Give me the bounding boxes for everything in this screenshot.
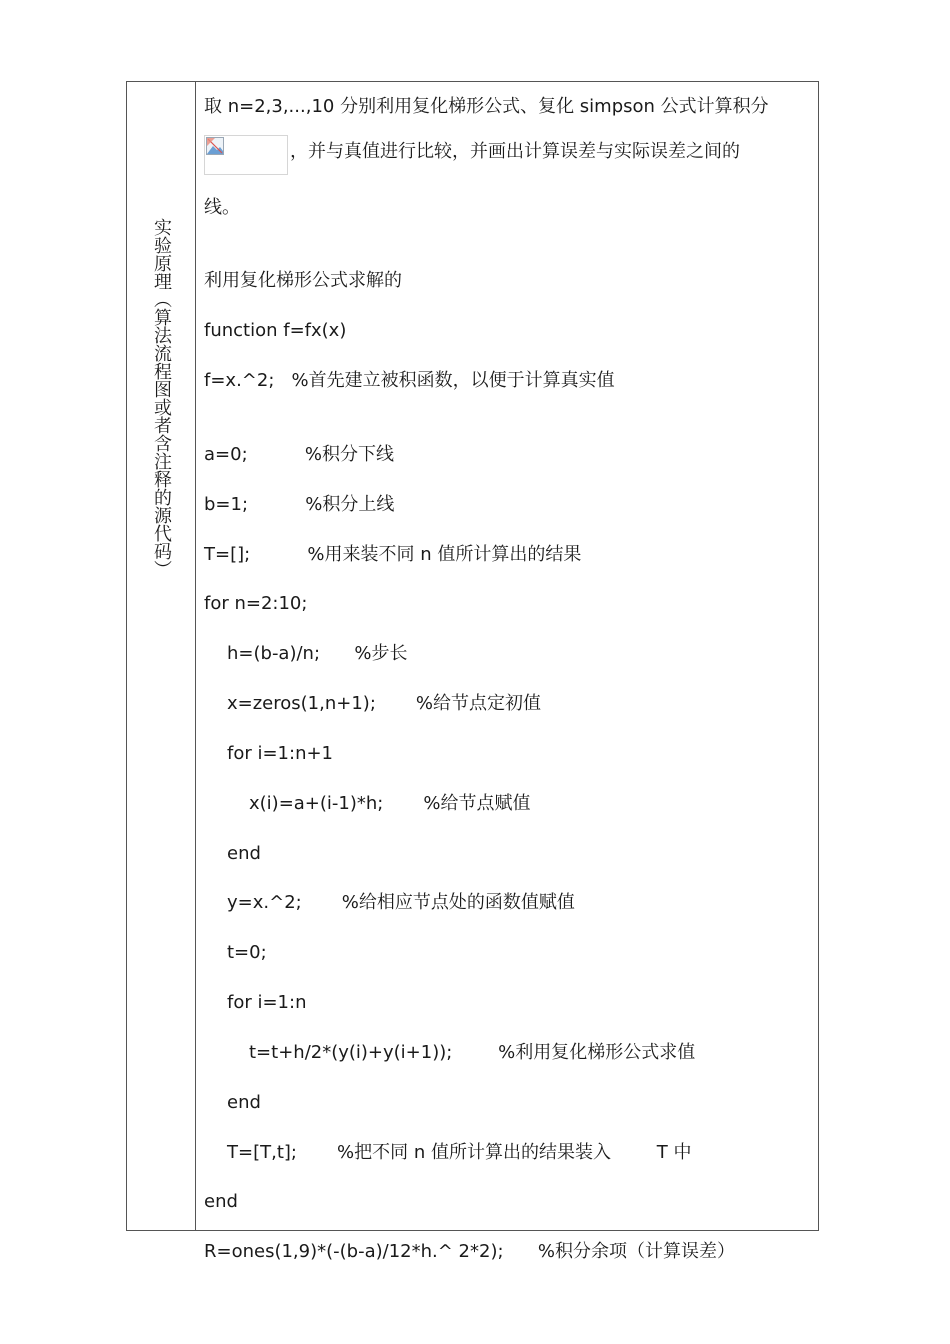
code-line-outside-table: R=ones(1,9)*(-(b-a)/12*h.^ 2*2); %积分余项（计算误差） <box>204 1241 735 1262</box>
code-line: t=t+h/2*(y(i)+y(i+1)); %利用复化梯形公式求值 <box>249 1042 696 1063</box>
task-description-line-1: 取 n=2,3,...,10 分别利用复化梯形公式、复化 simpson 公式计算积分 <box>204 96 769 117</box>
code-line: x(i)=a+(i-1)*h; %给节点赋值 <box>249 793 531 814</box>
code-line: y=x.^2; %给相应节点处的函数值赋值 <box>227 892 575 913</box>
code-line: x=zeros(1,n+1); %给节点定初值 <box>227 693 542 714</box>
code-line: for i=1:n+1 <box>227 743 334 764</box>
code-line: b=1; %积分上线 <box>204 494 395 515</box>
code-line: T=[]; %用来装不同 n 值所计算出的结果 <box>204 544 582 565</box>
code-heading: 利用复化梯形公式求解的 <box>204 270 402 291</box>
task-description-line-3: 线。 <box>204 197 240 218</box>
code-line: h=(b-a)/n; %步长 <box>227 643 408 664</box>
broken-image-icon <box>206 137 224 155</box>
code-line: a=0; %积分下线 <box>204 444 394 465</box>
section-label-principle: 实验原理（算法流程图或者含注释的源代码） <box>151 218 172 578</box>
code-line: end <box>227 843 261 864</box>
integral-formula-image <box>204 135 288 175</box>
code-line: f=x.^2; %首先建立被积函数，以便于计算真实值 <box>204 370 615 391</box>
code-line: end <box>204 1191 238 1212</box>
column-divider <box>195 82 196 1230</box>
code-line: t=0; <box>227 942 267 963</box>
code-line: function f=fx(x) <box>204 320 347 341</box>
task-description-line-2: ，并与真值进行比较，并画出计算误差与实际误差之间的 <box>290 141 740 162</box>
code-line: for n=2:10; <box>204 593 308 614</box>
code-line: T=[T,t]; %把不同 n 值所计算出的结果装入 T 中 <box>227 1142 692 1163</box>
code-line: for i=1:n <box>227 992 307 1013</box>
code-line: end <box>227 1092 261 1113</box>
